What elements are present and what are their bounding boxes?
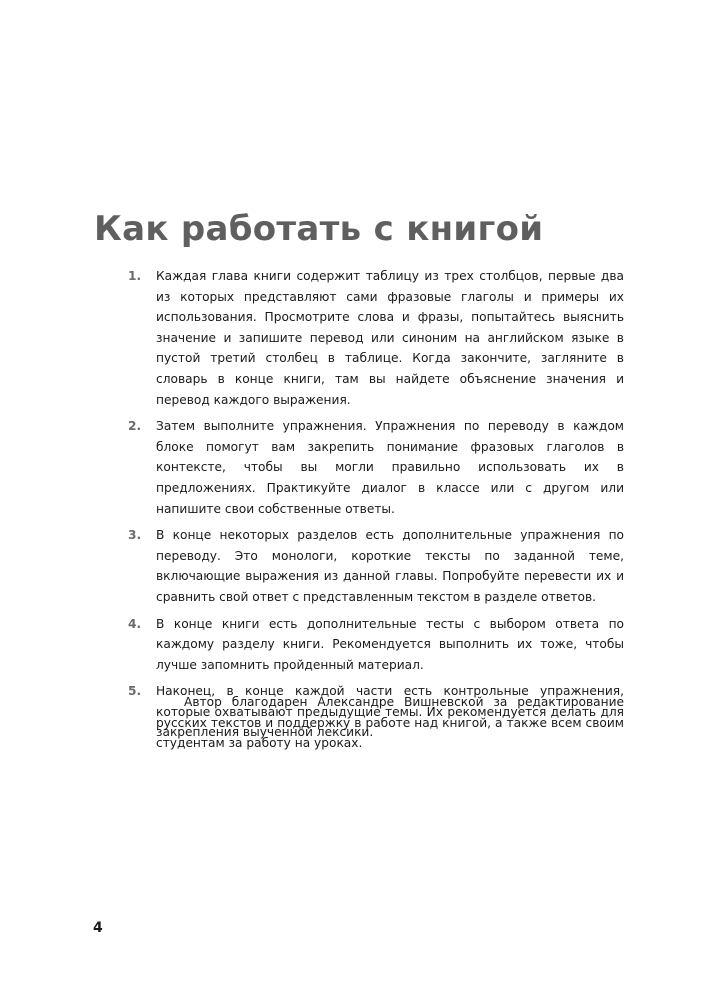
instruction-number: 1. (128, 269, 142, 283)
instruction-text: В конце некоторых разделов есть дополнительные упражнения по переводу. Это монологи, короткие тексты по заданной теме, включающие выражения из данной главы. Попробуйте перевести их и сравнить свой ответ с представленным текстом в разделе ответов. (156, 528, 624, 604)
instruction-number: 5. (128, 684, 142, 699)
page-title: Как работать с книгой (94, 209, 544, 249)
instruction-item-1 (128, 266, 624, 410)
instruction-item-4 (128, 614, 624, 676)
instruction-item-2 (128, 416, 624, 519)
instruction-number: 2. (128, 419, 142, 434)
acknowledgement-paragraph: Автор благодарен Александре Вишневской за редактирование русских текстов и поддержку в работе над книгой, а также всем своим студентам за работу на уроках. (156, 695, 624, 751)
instruction-number: 3. (128, 528, 142, 543)
instruction-text: В конце книги есть дополнительные тесты с выбором ответа по каждому разделу книги. Рекомендуется выполнить их тоже, чтобы лучше запомнить пройденный материал. (156, 616, 624, 672)
instruction-item-3 (128, 525, 624, 607)
instructions-list (128, 266, 624, 749)
instruction-number: 4. (128, 616, 142, 631)
page-number: 4 (93, 920, 103, 936)
instruction-text: Каждая глава книги содержит таблицу из трех столбцов, первые два из которых представляют сами фразовые глаголы и примеры их использования. Просмотрите слова и фразы, попытайтесь выяснить значение и запишите перевод или синоним на английском языке в пустой третий столбец в таблице. Когда закончите, загляните в словарь в конце книги, там вы найдете объяснение значения и перевод каждого выражения. (156, 269, 624, 407)
instruction-text: Наконец, в конце каждой части есть контрольные упражнения, которые охватывают предыдущие темы. Их рекомендуется делать для закрепления выученной лексики. (156, 684, 624, 740)
instruction-text: Затем выполните упражнения. Упражнения по переводу в каждом блоке помогут вам закрепить понимание фразовых глаголов в контексте, чтобы вы могли правильно использовать их в предложениях. Практикуйте диалог в классе или с другом или напишите свои собственные ответы. (156, 419, 624, 516)
